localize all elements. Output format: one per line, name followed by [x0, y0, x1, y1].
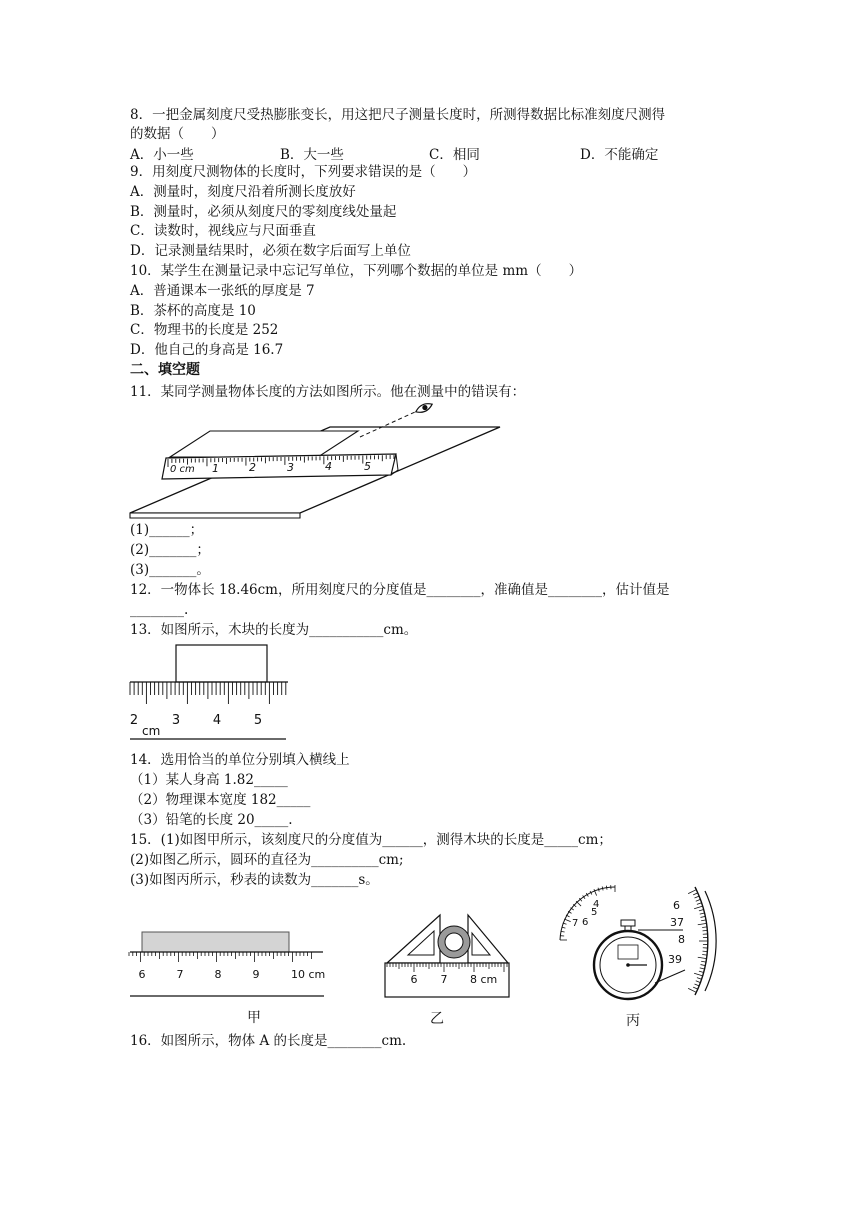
- eye-icon: [414, 401, 433, 415]
- q10-stem: 10．某学生在测量记录中忘记写单位，下列哪个数据的单位是 mm（ ）: [130, 263, 583, 279]
- ruler-tick: [693, 893, 698, 895]
- bing-outer-8: 8: [678, 933, 685, 946]
- q14-stem: 14．选用恰当的单位分别填入横线上: [130, 752, 350, 768]
- jia-label-6: 6: [138, 968, 146, 981]
- q8-option-a: A．小一些: [130, 147, 194, 163]
- q16-stem: 16．如图所示，物体 A 的长度是________cm.: [130, 1033, 407, 1049]
- q8-option-b: B．大一些: [280, 147, 344, 163]
- ruler-tick: [694, 906, 703, 909]
- ruler-label-2: 2: [249, 461, 256, 474]
- q11-ruler-figure: [128, 400, 428, 520]
- jia-label-7: 7: [176, 968, 184, 981]
- q14-item-1: （1）某人身高 1.82_____: [130, 772, 288, 788]
- q15-item-3: (3)如图丙所示，秒表的读数为_______s。: [130, 872, 379, 888]
- q12-stem-cont: ________.: [130, 602, 189, 618]
- q15-fig-bing: [555, 885, 725, 1030]
- q13-ruler-figure: [128, 644, 293, 742]
- ruler-label-1: 1: [212, 462, 219, 475]
- q11-blank-2: (2)_______；: [130, 542, 210, 558]
- bing-inner-5: 5: [591, 907, 598, 918]
- ruler-label-4: 4: [212, 713, 222, 728]
- q10-option-b: B．茶杯的高度是 10: [130, 303, 256, 319]
- q10-option-a: A．普通课本一张纸的厚度是 7: [130, 283, 315, 299]
- bing-outer-39: 39: [668, 953, 682, 966]
- q9-option-b: B．测量时，必须从刻度尺的零刻度线处量起: [130, 204, 397, 220]
- yi-label-8: 8 cm: [470, 973, 498, 986]
- jia-label-8: 8: [214, 968, 222, 981]
- ruler-tick: [701, 916, 706, 917]
- q15-fig-yi: [380, 905, 520, 1030]
- caption-jia: 甲: [247, 1010, 261, 1026]
- q11-blank-3: (3)_______。: [130, 562, 210, 578]
- q9-stem: 9．用刻度尺测物体的长度时，下列要求错误的是（ ）: [130, 164, 477, 180]
- q9-option-d: D．记录测量结果时，必须在数字后面写上单位: [130, 243, 411, 259]
- ruler-tick: [688, 988, 696, 992]
- yi-label-7: 7: [440, 973, 448, 986]
- ruler-tick: [576, 901, 581, 906]
- ruler-tick: [701, 965, 706, 966]
- ruler-label-3: 3: [171, 713, 181, 728]
- ruler-tick: [701, 920, 706, 921]
- ruler-tick: [696, 981, 701, 983]
- ruler-tick: [697, 903, 702, 905]
- q8-stem-cont: 的数据（ ）: [130, 126, 225, 142]
- bing-inner-7: 7: [572, 918, 579, 929]
- q11-blank-1: (1)______；: [130, 522, 204, 538]
- q12-stem: 12．一物体长 18.46cm，所用刻度尺的分度值是________，准确值是________，估计值是: [130, 582, 670, 598]
- bing-inner-4: 4: [593, 899, 600, 910]
- q14-item-2: （2）物理课本宽度 182_____: [130, 792, 311, 808]
- yi-label-6: 6: [410, 973, 418, 986]
- q9-option-a: A．测量时，刻度尺沿着所测长度放好: [130, 184, 356, 200]
- ruler-tick: [698, 957, 707, 958]
- section-heading-fill-in: 二、填空题: [130, 362, 200, 378]
- caption-bing: 丙: [626, 1013, 640, 1029]
- ruler-tick: [699, 910, 704, 911]
- ruler-tick: [688, 890, 696, 894]
- ruler-tick: [697, 978, 702, 980]
- q9-option-c: C．读数时，视线应与尺面垂直: [130, 223, 316, 239]
- ruler-tick: [699, 971, 704, 972]
- ruler-label-2: 2: [129, 713, 139, 728]
- q8-option-d: D．不能确定: [580, 147, 659, 163]
- ruler-label-5: 5: [253, 713, 263, 728]
- ruler-tick: [696, 899, 701, 901]
- ruler-label-0: 0 cm: [170, 464, 195, 475]
- ruler-tick: [564, 919, 570, 922]
- caption-yi: 乙: [430, 1011, 444, 1027]
- ruler-label-5: 5: [364, 460, 371, 473]
- q8-stem: 8．一把金属刻度尺受热膨胀变长，用这把尺子测量长度时，所测得数据比标准刻度尺测得: [130, 107, 666, 123]
- ruler-tick: [694, 973, 703, 976]
- ruler-tick: [695, 896, 700, 898]
- q13-stem: 13．如图所示，木块的长度为___________cm。: [130, 622, 418, 638]
- ruler-tick: [695, 984, 700, 986]
- ruler-label-4: 4: [325, 460, 332, 473]
- jia-label-9: 9: [252, 968, 260, 981]
- ruler-tick: [698, 923, 707, 924]
- ruler-tick: [701, 961, 706, 962]
- ruler-unit: cm: [142, 724, 161, 738]
- ruler-tick: [700, 968, 705, 969]
- ruler-label-3: 3: [287, 461, 294, 474]
- q11-stem: 11．某同学测量物体长度的方法如图所示。他在测量中的错误有：: [130, 384, 526, 400]
- bing-outer-6: 6: [673, 899, 680, 912]
- ruler-tick: [606, 886, 607, 890]
- q10-option-c: C．物理书的长度是 252: [130, 322, 279, 338]
- ruler-tick: [693, 987, 698, 989]
- q15-fig-jia: [128, 930, 328, 1030]
- ruler-tick: [602, 887, 603, 891]
- q15-item-2: (2)如图乙所示，圆环的直径为__________cm;: [130, 852, 404, 868]
- jia-label-10: 10 cm: [291, 968, 326, 981]
- q15-stem: 15．(1)如图甲所示，该刻度尺的分度值为______，测得木块的长度是_____cm；: [130, 832, 612, 848]
- q10-option-d: D．他自己的身高是 16.7: [130, 342, 284, 358]
- bing-outer-37: 37: [670, 916, 684, 929]
- q14-item-3: （3）铅笔的长度 20_____.: [130, 812, 293, 828]
- ruler-tick: [700, 913, 705, 914]
- bing-inner-6: 6: [582, 917, 589, 928]
- q8-option-c: C．相同: [429, 147, 480, 163]
